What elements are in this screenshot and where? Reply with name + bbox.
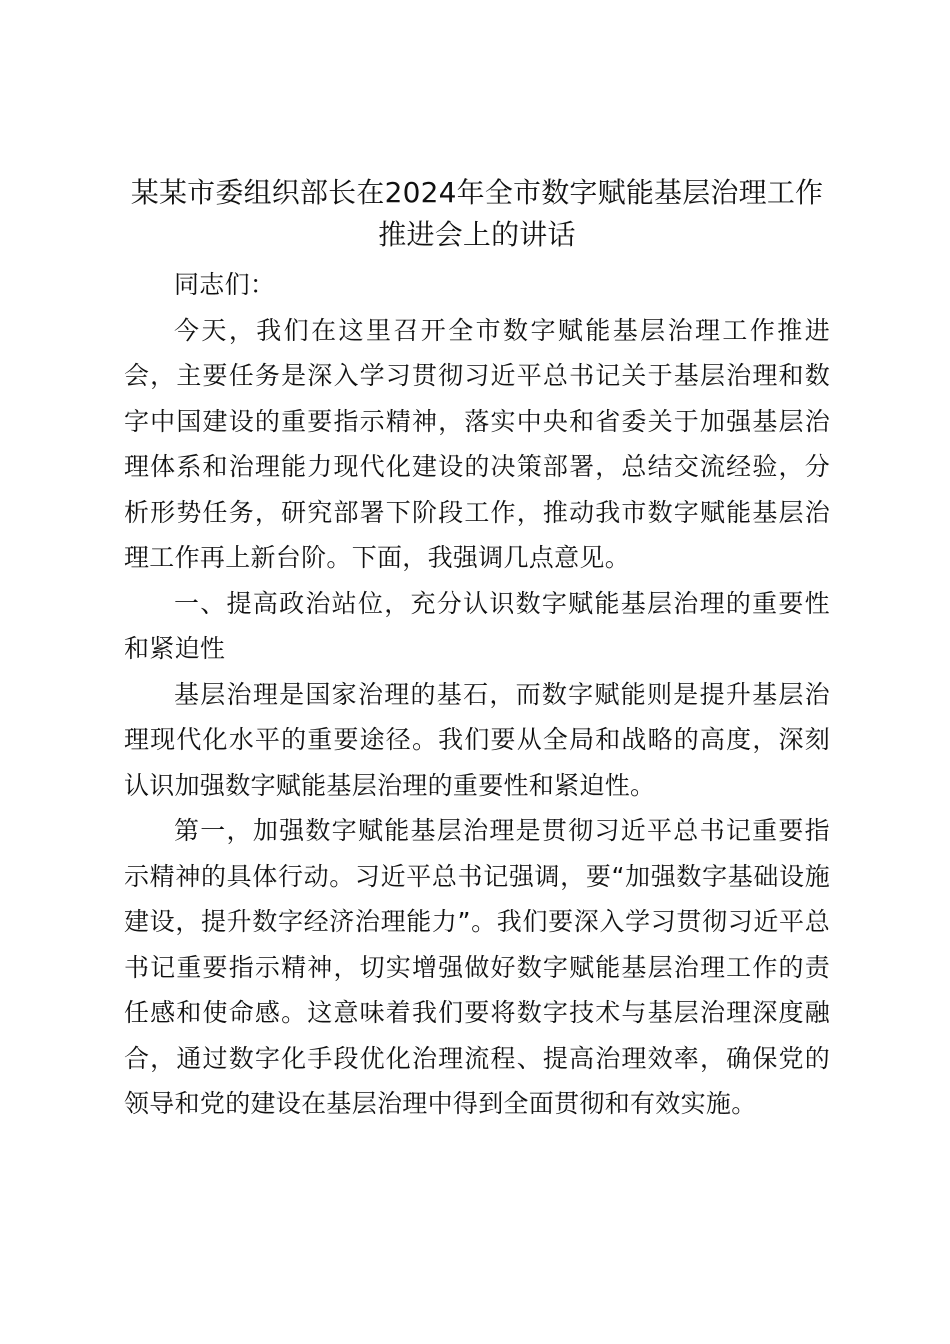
document-title: 某某市委组织部长在2024年全市数字赋能基层治理工作推进会上的讲话: [130, 176, 824, 251]
document-body: [124, 172, 830, 1127]
paragraph-intro: 今天，我们在这里召开全市数字赋能基层治理工作推进会，主要任务是深入学习贯彻习近平总书记关于基层治理和数字中国建设的重要指示精神，落实中央和省委关于加强基层治理体系和治理能力现代化建设的决策部署，总结交流经验，分析形势任务，研究部署下阶段工作，推动我市数字赋能基层治理工作再上新台阶。下面，我强调几点意见。: [124, 315, 830, 572]
salutation: 同志们：: [174, 270, 276, 299]
paragraph-point-1: 第一，加强数字赋能基层治理是贯彻习近平总书记重要指示精神的具体行动。习近平总书记强调，要“加强数字基础设施建设，提升数字经济治理能力”。我们要深入学习贯彻习近平总书记重要指示精神，切实增强做好数字赋能基层治理工作的责任感和使命感。这意味着我们要将数字技术与基层治理深度融合，通过数字化手段优化治理流程、提高治理效率，确保党的领导和党的建设在基层治理中得到全面贯彻和有效实施。: [124, 816, 830, 1118]
section-heading-1: 一、提高政治站位，充分认识数字赋能基层治理的重要性和紧迫性: [124, 588, 830, 663]
paragraph-section-1: 基层治理是国家治理的基石，而数字赋能则是提升基层治理现代化水平的重要途径。我们要从全局和战略的高度，深刻认识加强数字赋能基层治理的重要性和紧迫性。: [124, 679, 830, 800]
